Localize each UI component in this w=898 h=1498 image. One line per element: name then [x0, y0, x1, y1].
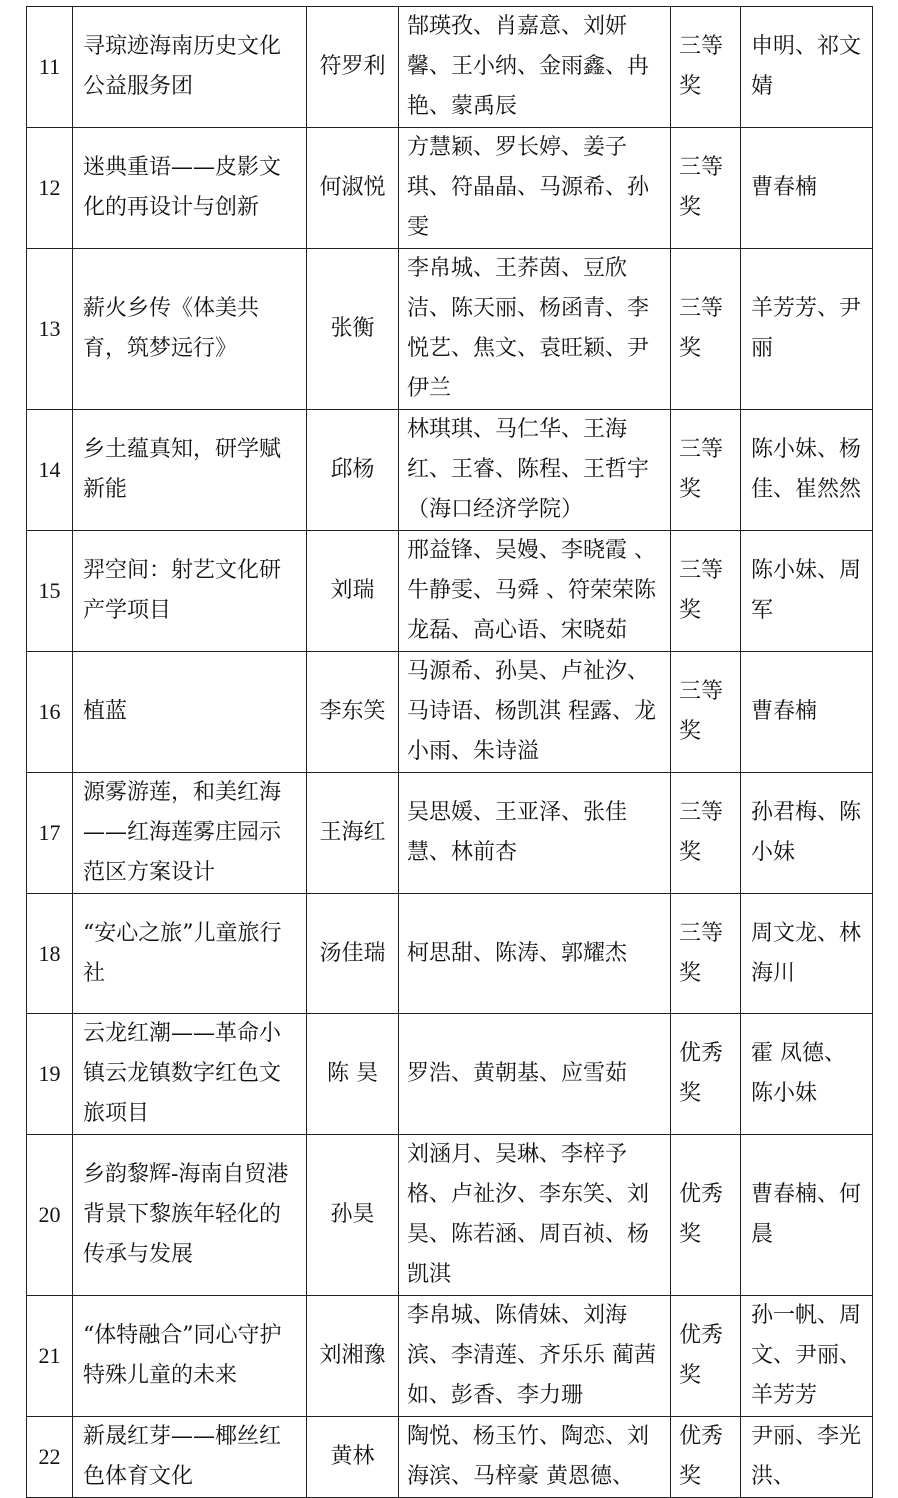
team-members: 吴思媛、王亚泽、张佳慧、林前杏 — [399, 773, 671, 894]
advisor: 孙君梅、陈小妹 — [741, 773, 873, 894]
table-row — [27, 773, 873, 894]
row-number: 19 — [27, 1014, 73, 1135]
awards-table-body — [27, 7, 873, 1498]
table-row — [27, 1296, 873, 1417]
team-leader: 黄林 — [307, 1417, 399, 1498]
table-row — [27, 652, 873, 773]
award-level: 三等奖 — [671, 410, 741, 531]
table-row — [27, 7, 873, 128]
award-level: 优秀奖 — [671, 1296, 741, 1417]
project-name: 乡韵黎辉-海南自贸港背景下黎族年轻化的传承与发展 — [73, 1135, 307, 1296]
team-leader: 何淑悦 — [307, 128, 399, 249]
team-members: 马源希、孙昊、卢祉汐、马诗语、杨凯淇 程露、龙小雨、朱诗溢 — [399, 652, 671, 773]
table-row — [27, 1014, 873, 1135]
award-level: 三等奖 — [671, 249, 741, 410]
advisor: 孙一帆、周文、尹丽、羊芳芳 — [741, 1296, 873, 1417]
table-row — [27, 1417, 873, 1498]
row-number: 14 — [27, 410, 73, 531]
row-number: 20 — [27, 1135, 73, 1296]
team-members: 方慧颖、罗长婷、姜子琪、符晶晶、马源希、孙雯 — [399, 128, 671, 249]
project-name: 迷典重语——皮影文化的再设计与创新 — [73, 128, 307, 249]
team-leader: 刘瑞 — [307, 531, 399, 652]
award-level: 三等奖 — [671, 128, 741, 249]
row-number: 15 — [27, 531, 73, 652]
row-number: 16 — [27, 652, 73, 773]
award-level: 三等奖 — [671, 773, 741, 894]
team-members: 林琪琪、马仁华、王海红、王睿、陈程、王哲宇（海口经济学院） — [399, 410, 671, 531]
award-level: 三等奖 — [671, 652, 741, 773]
advisor: 陈小妹、杨佳、崔然然 — [741, 410, 873, 531]
project-name: 乡土蕴真知，研学赋新能 — [73, 410, 307, 531]
row-number: 22 — [27, 1417, 73, 1498]
team-leader: 邱杨 — [307, 410, 399, 531]
team-leader: 刘湘豫 — [307, 1296, 399, 1417]
row-number: 11 — [27, 7, 73, 128]
table-row — [27, 1135, 873, 1296]
advisor: 曹春楠、何晨 — [741, 1135, 873, 1296]
award-level: 优秀奖 — [671, 1417, 741, 1498]
advisor: 陈小妹、周军 — [741, 531, 873, 652]
team-leader: 汤佳瑞 — [307, 894, 399, 1014]
team-leader: 孙昊 — [307, 1135, 399, 1296]
team-members: 李帛城、王荞茵、豆欣洁、陈天丽、杨函青、李悦艺、焦文、袁旺颖、尹伊兰 — [399, 249, 671, 410]
team-leader: 李东笑 — [307, 652, 399, 773]
advisor: 羊芳芳、尹丽 — [741, 249, 873, 410]
team-members: 柯思甜、陈涛、郭耀杰 — [399, 894, 671, 1014]
advisor: 曹春楠 — [741, 128, 873, 249]
award-level: 优秀奖 — [671, 1014, 741, 1135]
project-name: 植蓝 — [73, 652, 307, 773]
team-members: 刘涵月、吴琳、李梓予格、卢祉汐、李东笑、刘昊、陈若涵、周百祯、杨凯淇 — [399, 1135, 671, 1296]
row-number: 21 — [27, 1296, 73, 1417]
row-number: 17 — [27, 773, 73, 894]
team-members: 邢益锋、吴嫚、李晓霞 、牛静雯、马舜 、符荣荣陈龙磊、高心语、宋晓茹 — [399, 531, 671, 652]
project-name: 羿空间：射艺文化研产学项目 — [73, 531, 307, 652]
table-row — [27, 128, 873, 249]
award-level: 三等奖 — [671, 894, 741, 1014]
row-number: 18 — [27, 894, 73, 1014]
team-members: 罗浩、黄朝基、应雪茹 — [399, 1014, 671, 1135]
advisor: 申明、祁文婧 — [741, 7, 873, 128]
award-level: 三等奖 — [671, 531, 741, 652]
advisor: 霍 凤德、陈小妹 — [741, 1014, 873, 1135]
team-leader: 符罗利 — [307, 7, 399, 128]
table-row — [27, 531, 873, 652]
award-level: 三等奖 — [671, 7, 741, 128]
awards-table — [26, 6, 873, 1498]
team-leader: 陈 昊 — [307, 1014, 399, 1135]
project-name: 新晟红芽——椰丝红色体育文化 — [73, 1417, 307, 1498]
advisor: 曹春楠 — [741, 652, 873, 773]
advisor: 尹丽、李光洪、 — [741, 1417, 873, 1498]
project-name: “体特融合”同心守护特殊儿童的未来 — [73, 1296, 307, 1417]
project-name: “安心之旅”儿童旅行社 — [73, 894, 307, 1014]
table-row — [27, 894, 873, 1014]
project-name: 源雾游莲，和美红海——红海莲雾庄园示范区方案设计 — [73, 773, 307, 894]
project-name: 寻琼迹海南历史文化公益服务团 — [73, 7, 307, 128]
table-row — [27, 249, 873, 410]
team-leader: 王海红 — [307, 773, 399, 894]
team-members: 李帛城、陈倩妹、刘海滨、李清莲、齐乐乐 蔺茜如、彭香、李力珊 — [399, 1296, 671, 1417]
row-number: 12 — [27, 128, 73, 249]
team-leader: 张衡 — [307, 249, 399, 410]
advisor: 周文龙、林海川 — [741, 894, 873, 1014]
project-name: 云龙红潮——革命小镇云龙镇数字红色文旅项目 — [73, 1014, 307, 1135]
table-row — [27, 410, 873, 531]
award-level: 优秀奖 — [671, 1135, 741, 1296]
row-number: 13 — [27, 249, 73, 410]
team-members: 陶悦、杨玉竹、陶恋、刘海滨、马梓豪 黄恩德、 — [399, 1417, 671, 1498]
project-name: 薪火乡传《体美共育，筑梦远行》 — [73, 249, 307, 410]
team-members: 郜瑛孜、肖嘉意、刘妍馨、王小纳、金雨鑫、冉艳、蒙禹辰 — [399, 7, 671, 128]
